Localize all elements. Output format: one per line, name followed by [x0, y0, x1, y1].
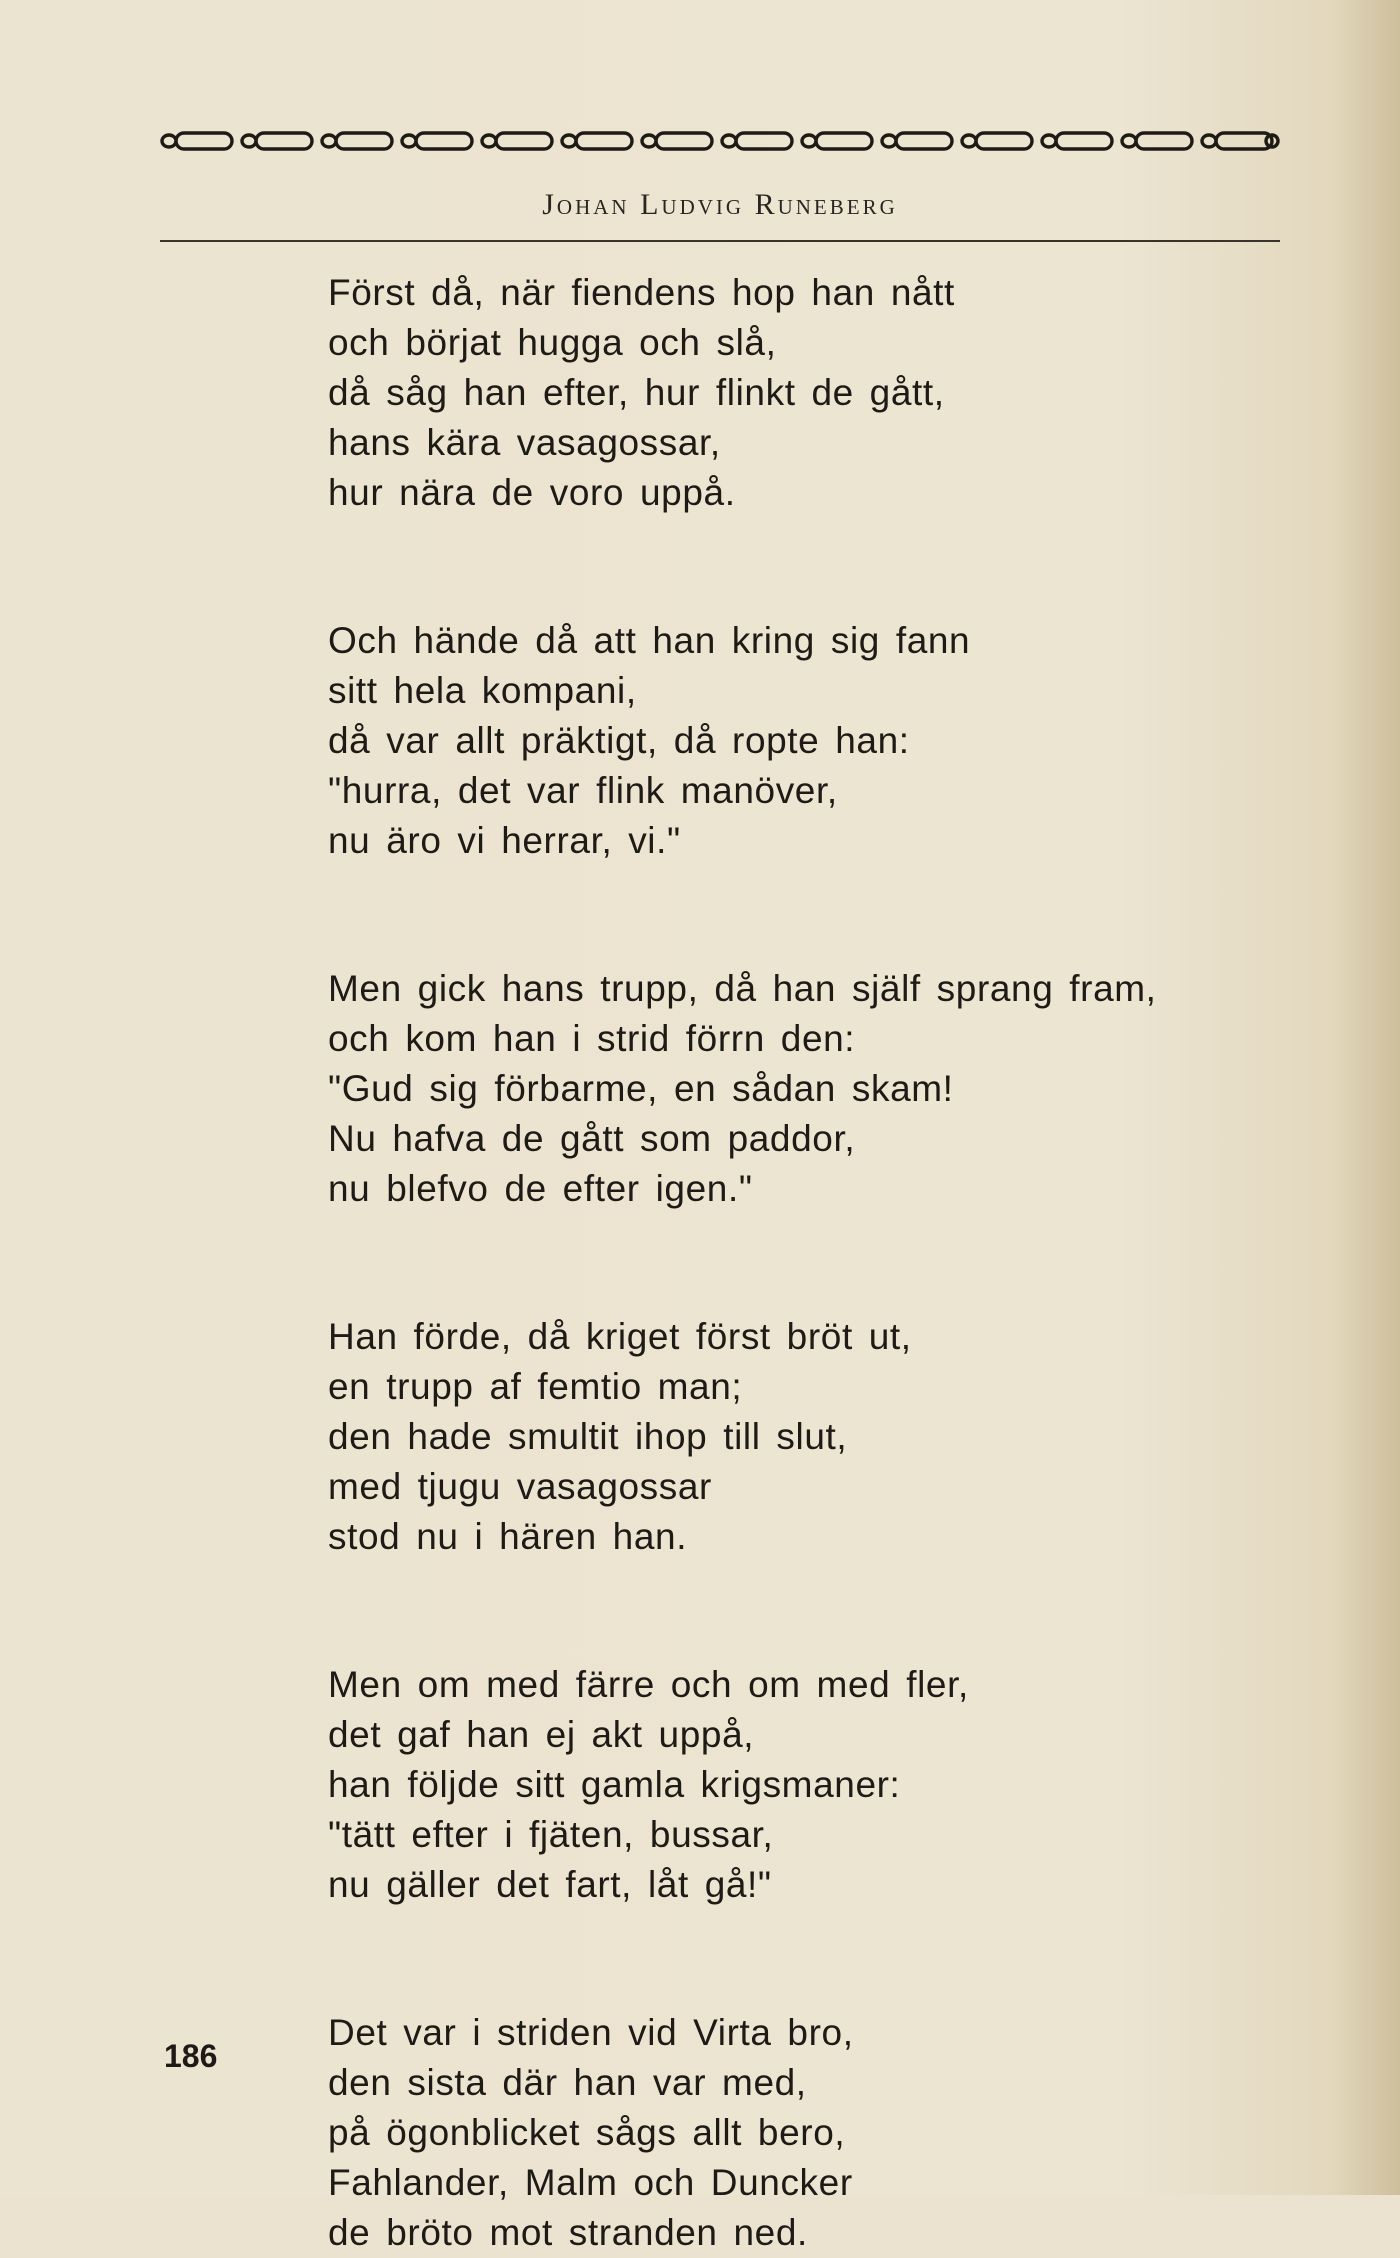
- poem-line: hans kära vasagossar,: [328, 422, 721, 463]
- poem-line: stod nu i hären han.: [328, 1516, 688, 1557]
- chain-link: [336, 133, 392, 149]
- poem-line: då såg han efter, hur flinkt de gått,: [328, 372, 945, 413]
- chain-link: [816, 133, 872, 149]
- poem-line: "hurra, det var flink manöver,: [328, 770, 838, 811]
- poem-line: det gaf han ej akt uppå,: [328, 1714, 755, 1755]
- chain-ring: [642, 135, 656, 147]
- poem-line: den hade smultit ihop till slut,: [328, 1416, 848, 1457]
- poem-line: Han förde, då kriget först bröt ut,: [328, 1316, 912, 1357]
- chain-link: [1136, 133, 1192, 149]
- poem-line: och börjat hugga och slå,: [328, 322, 777, 363]
- chain-ring: [722, 135, 736, 147]
- stanza: [328, 616, 1157, 866]
- chain-ring: [882, 135, 896, 147]
- chain-ring: [482, 135, 496, 147]
- chain-ring: [1122, 135, 1136, 147]
- poem-line: en trupp af femtio man;: [328, 1366, 743, 1407]
- header-rule: [160, 240, 1280, 242]
- poem-line: hur nära de voro uppå.: [328, 472, 736, 513]
- poem-line: då var allt präktigt, då ropte han:: [328, 720, 910, 761]
- poem-line: "tätt efter i fjäten, bussar,: [328, 1814, 774, 1855]
- chain-link: [416, 133, 472, 149]
- poem-line: Men gick hans trupp, då han själf sprang fram,: [328, 968, 1157, 1009]
- poem-body: [328, 268, 1157, 2258]
- chain-ring: [322, 135, 336, 147]
- page-number: 186: [164, 2038, 218, 2074]
- stanza: [328, 1312, 1157, 1562]
- chain-link: [896, 133, 952, 149]
- chain-ring: [562, 135, 576, 147]
- poem-line: han följde sitt gamla krigsmaner:: [328, 1764, 901, 1805]
- poem-line: Men om med färre och om med fler,: [328, 1664, 969, 1705]
- chain-link: [496, 133, 552, 149]
- chain-link: [176, 133, 232, 149]
- poem-line: sitt hela kompani,: [328, 670, 637, 711]
- chain-ring: [242, 135, 256, 147]
- poem-line: och kom han i strid förrn den:: [328, 1018, 856, 1059]
- stanza: [328, 2008, 1157, 2258]
- poem-line: Fahlander, Malm och Duncker: [328, 2162, 853, 2203]
- poem-line: den sista där han var med,: [328, 2062, 807, 2103]
- chain-link: [1216, 133, 1272, 149]
- stanza: [328, 268, 1157, 518]
- chain-link: [256, 133, 312, 149]
- chain-link: [656, 133, 712, 149]
- chain-ring: [402, 135, 416, 147]
- poem-line: Det var i striden vid Virta bro,: [328, 2012, 854, 2053]
- poem-line: med tjugu vasagossar: [328, 1466, 712, 1507]
- chain-ring: [962, 135, 976, 147]
- chain-ring: [162, 135, 176, 147]
- poem-line: de bröto mot stranden ned.: [328, 2212, 808, 2253]
- stanza: [328, 1660, 1157, 1910]
- chain-link: [736, 133, 792, 149]
- chain-ring: [1202, 135, 1216, 147]
- chain-ring: [802, 135, 816, 147]
- poem-line: nu äro vi herrar, vi.": [328, 820, 681, 861]
- poem-line: Först då, när fiendens hop han nått: [328, 272, 955, 313]
- chain-link: [976, 133, 1032, 149]
- chain-ornament-border: [160, 128, 1280, 154]
- poem-line: Och hände då att han kring sig fann: [328, 620, 971, 661]
- running-head-title: Johan Ludvig Runeberg: [542, 188, 898, 221]
- chain-link: [576, 133, 632, 149]
- stanza: [328, 964, 1157, 1214]
- poem-line: på ögonblicket sågs allt bero,: [328, 2112, 846, 2153]
- poem-line: Nu hafva de gått som paddor,: [328, 1118, 856, 1159]
- chain-ring: [1042, 135, 1056, 147]
- chain-link: [1056, 133, 1112, 149]
- poem-line: "Gud sig förbarme, en sådan skam!: [328, 1068, 954, 1109]
- poem-line: nu blefvo de efter igen.": [328, 1168, 753, 1209]
- poem-line: nu gäller det fart, låt gå!": [328, 1864, 772, 1905]
